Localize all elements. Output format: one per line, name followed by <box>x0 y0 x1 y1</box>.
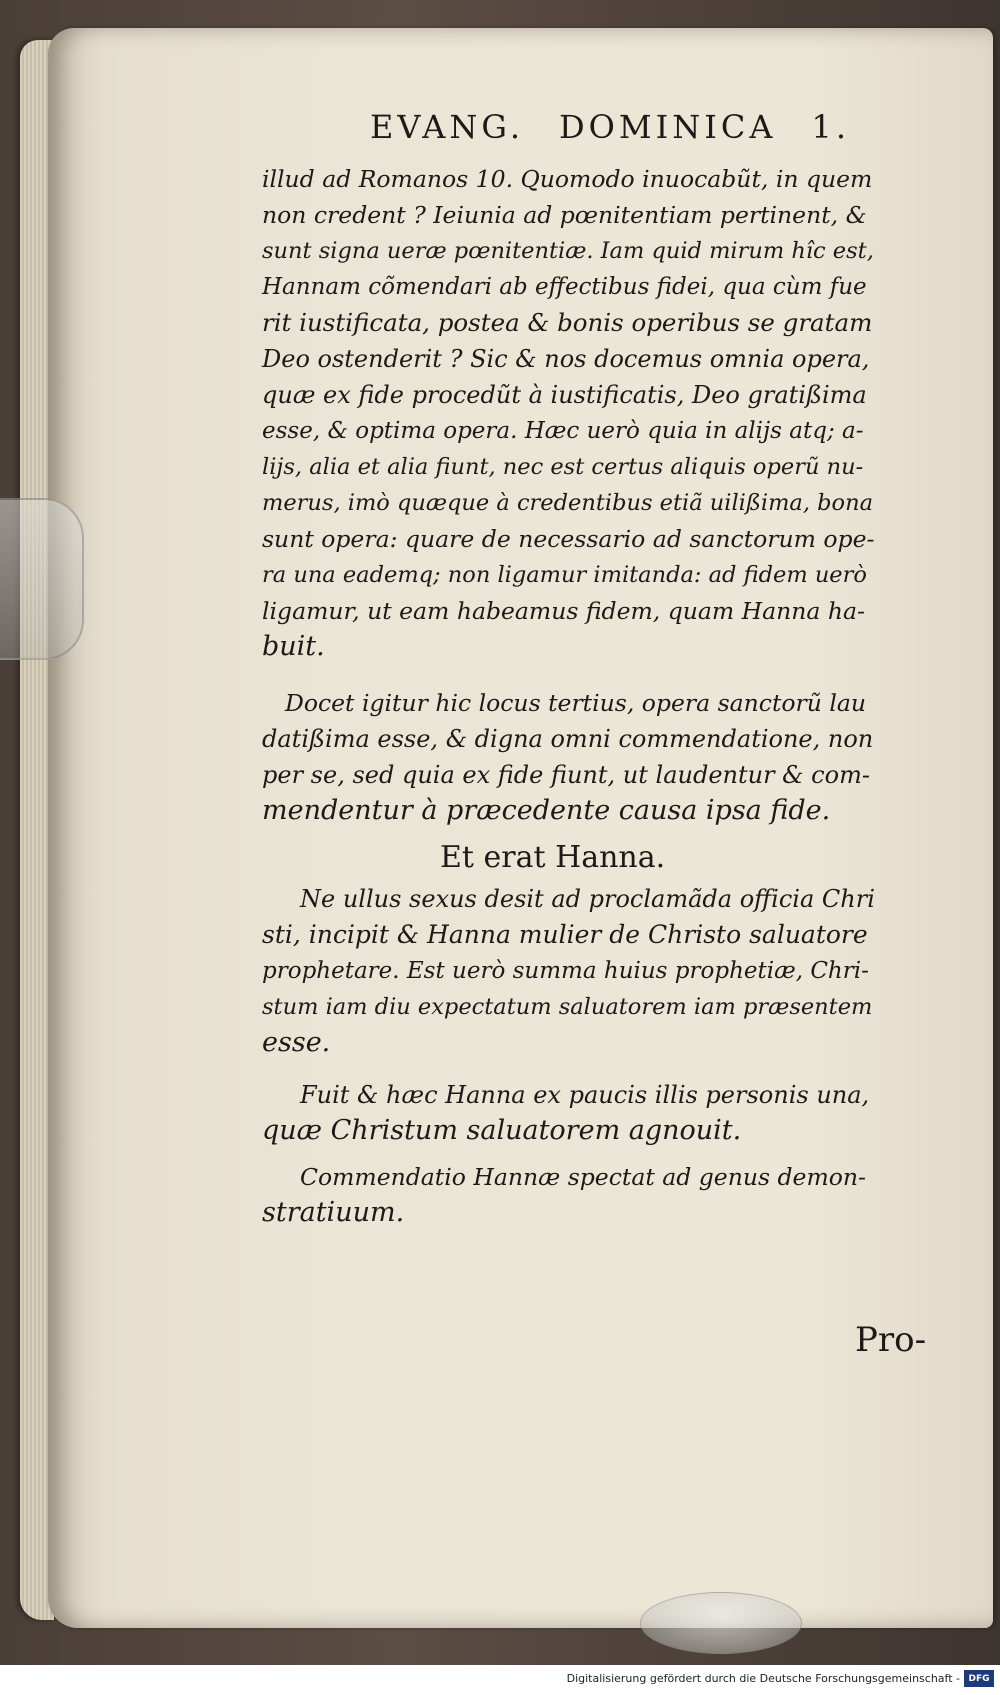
text-line: per se, sed quia ex fide fiunt, ut laudentur & com- <box>262 761 870 789</box>
text-line: stratiuum. <box>262 1197 405 1228</box>
text-line: prophetare. Est uerò summa huius prophetiæ, Chri- <box>262 958 869 984</box>
text-line: rit iustificata, postea & bonis operibus se gratam <box>262 308 873 337</box>
text-line: Ne ullus sexus desit ad proclamãda officia Chri <box>300 885 875 913</box>
text-line: stum iam diu expectatum saluatorem iam præsentem <box>262 994 873 1020</box>
text-line: illud ad Romanos 10. Quomodo inuocabũt, in quem <box>262 165 873 193</box>
text-line: ligamur, ut eam habeamus fidem, quam Hanna ha- <box>262 597 866 625</box>
text-line: sunt opera: quare de necessario ad sanctorum ope- <box>262 525 875 553</box>
text-line: Hannam cõmendari ab effectibus fidei, qua cùm fue <box>262 274 867 300</box>
text-line: sunt signa ueræ pœnitentiæ. Iam quid mirum hîc est, <box>262 238 874 264</box>
text-line: mendentur à præcedente causa ipsa fide. <box>262 795 831 826</box>
page-clip <box>0 498 84 660</box>
footer-credit: Digitalisierung gefördert durch die Deutsche Forschungsgemeinschaft - <box>566 1672 960 1685</box>
text-line: sti, incipit & Hanna mulier de Christo saluatore <box>262 920 868 949</box>
text-line: Docet igitur hic locus tertius, opera sanctorũ lau <box>285 689 867 717</box>
running-head-right: 1. <box>811 108 850 146</box>
book-page <box>48 28 993 1628</box>
text-line: Commendatio Hannæ spectat ad genus demon- <box>300 1163 866 1191</box>
running-head-left: EVANG. <box>370 108 524 146</box>
dfg-logo: DFG <box>964 1670 994 1687</box>
text-line: Fuit & hæc Hanna ex paucis illis personis una, <box>300 1081 870 1109</box>
text-line: esse, & optima opera. Hæc uerò quia in alijs atq; a- <box>262 418 864 444</box>
text-line: buit. <box>262 631 325 662</box>
text-line: esse. <box>262 1027 331 1058</box>
glass-weight <box>640 1592 802 1654</box>
text-line: Deo ostenderit ? Sic & nos docemus omnia opera, <box>262 345 870 373</box>
running-head-center: DOMINICA <box>558 108 777 146</box>
text-line: lijs, alia et alia fiunt, nec est certus aliquis operũ nu- <box>262 454 864 480</box>
text-line: quæ ex fide procedũt à iustificatis, Deo gratißima <box>262 381 867 409</box>
text-line: quæ Christum saluatorem agnouit. <box>262 1115 742 1146</box>
running-head <box>370 108 850 146</box>
catchword: Pro- <box>855 1320 927 1360</box>
text-line: merus, imò quæque à credentibus etiã uilißima, bona <box>262 490 873 516</box>
section-heading: Et erat Hanna. <box>440 840 666 875</box>
text-line: datißima esse, & digna omni commendatione, non <box>262 725 874 753</box>
footer-bar <box>0 1665 1000 1695</box>
text-line: ra una eademq; non ligamur imitanda: ad fidem uerò <box>262 562 867 588</box>
text-line: non credent ? Ieiunia ad pœnitentiam pertinent, & <box>262 201 867 229</box>
